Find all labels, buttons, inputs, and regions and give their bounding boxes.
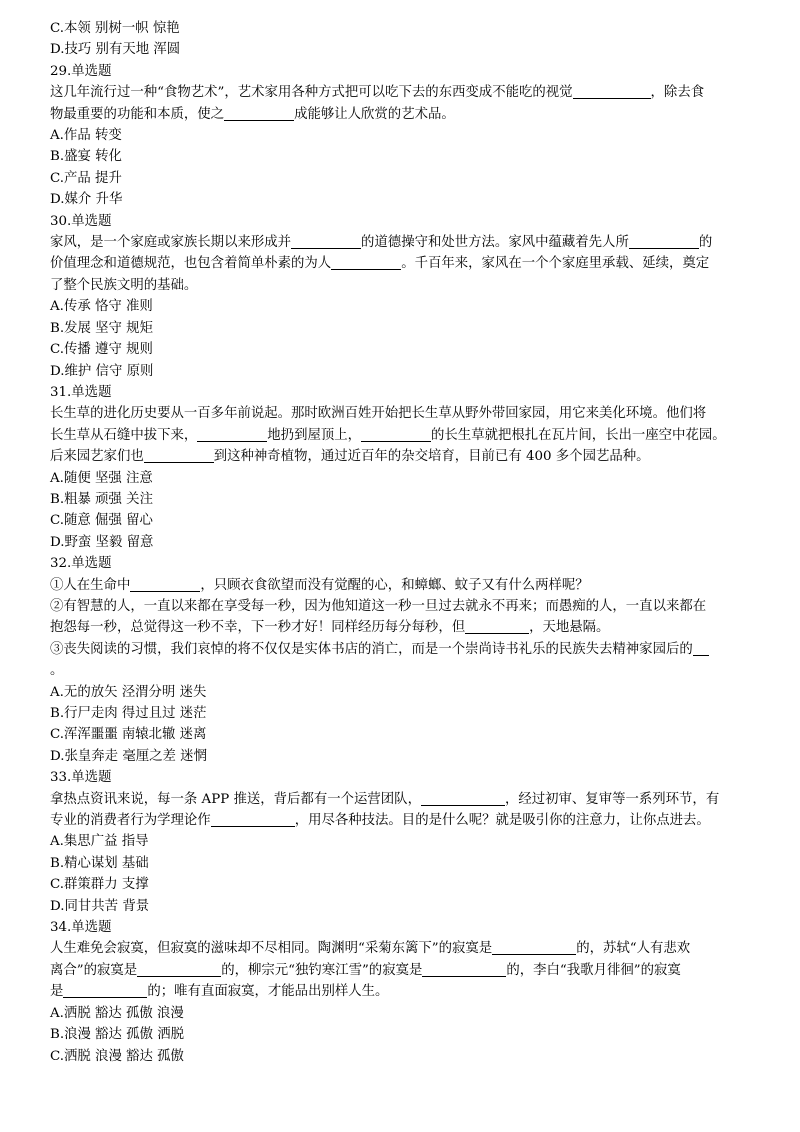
stem-text: 的，柳宗元“独钓寒江雪”的寂寞是: [221, 962, 423, 978]
question-32: [50, 553, 750, 767]
stem-text: ，天地悬隔。: [529, 620, 610, 636]
stem-text: ，只顾衣食欲望而没有觉醒的心，和蟑螂、蚊子又有什么两样呢？: [200, 577, 589, 593]
stem-text: 的道德操守和处世方法。家风中蕴藏着先人所: [361, 235, 629, 251]
option-d[interactable]: D.张皇奔走 毫厘之差 迷惘: [50, 748, 207, 764]
stem-text: 抱怨每一秒，总觉得这一秒不幸，下一秒才好！同样经历每分每秒，但: [50, 620, 466, 636]
stem-text: 成能够让人欣赏的艺术品。: [294, 106, 455, 122]
option-b[interactable]: B.精心谋划 基础: [50, 855, 149, 871]
option-d[interactable]: D.野蛮 坚毅 留意: [50, 534, 154, 550]
fill-blank: [224, 106, 294, 121]
fill-blank: [291, 234, 361, 249]
fill-blank: [331, 255, 401, 270]
option-c[interactable]: C.产品 提升: [50, 170, 122, 186]
stem-text: ，除去食: [650, 85, 705, 101]
question-29: [50, 61, 750, 211]
option-a[interactable]: A.随便 坚强 注意: [50, 470, 153, 486]
stem-text: 。: [50, 663, 64, 679]
fill-blank: [197, 427, 267, 442]
option-d[interactable]: D.媒介 升华: [50, 192, 123, 208]
question-30: [50, 211, 750, 382]
stem-text: 专业的消费者行为学理论作: [50, 813, 211, 829]
stem-text: 价值理念和道德规范，也包含着简单朴素的为人: [50, 256, 332, 272]
option-a[interactable]: A.集思广益 指导: [50, 834, 149, 850]
stem-text: 了整个民族文明的基础。: [50, 277, 198, 293]
question-header: 32.单选题: [50, 556, 112, 572]
stem-text: ②有智慧的人，一直以来都在享受每一秒，因为他知道这一秒一旦过去就永不再来；而愚痴的人，一直以来都在: [50, 598, 707, 614]
stem-text: 后来园艺家们也: [50, 449, 144, 465]
fill-blank: [629, 234, 699, 249]
option-b[interactable]: B.发展 坚守 规矩: [50, 320, 153, 336]
fill-blank: [492, 940, 576, 955]
option-b[interactable]: B.行尸走肉 得过且过 迷茫: [50, 706, 207, 721]
question-31: [50, 382, 750, 553]
question-header: 34.单选题: [50, 920, 112, 936]
question-stem: [50, 403, 750, 467]
option-c[interactable]: C.随意 倔强 留心: [50, 513, 153, 529]
stem-text: ③丧失阅读的习惯，我们哀悼的将不仅仅是实体书店的消亡，而是一个崇尚诗书礼乐的民族失去精神家园后的: [50, 641, 693, 657]
stem-text: 离合”的寂寞是: [50, 962, 138, 978]
question-header: 30.单选题: [50, 213, 112, 229]
question-stem: [50, 938, 750, 1002]
question-34: [50, 917, 750, 1067]
stem-text: 的；唯有直面寂寞，才能品出别样人生。: [147, 984, 389, 1000]
stem-text: 的，苏轼“人有悲欢: [576, 941, 691, 957]
document-page: [50, 18, 750, 1067]
question-header: 31.单选题: [50, 384, 112, 400]
stem-text: 到这种神奇植物，通过近百年的杂交培育，目前已有 400 多个园艺品种。: [213, 449, 650, 465]
question-header: 29.单选题: [50, 63, 112, 79]
stem-text: 。千百年来，家风在一个个家庭里承载、延续，奠定: [401, 256, 710, 272]
question-stem: [50, 82, 750, 125]
stem-text: ，用尽各种技法。目的是什么呢？就是吸引你的注意力，让你点进去。: [294, 813, 710, 829]
fill-blank: [144, 448, 214, 463]
option-b[interactable]: B.盛宴 转化: [50, 149, 122, 165]
stem-text: 物最重要的功能和本质，使之: [50, 106, 225, 122]
question-stem: [50, 232, 750, 296]
option-d[interactable]: D.同甘共苦 背景: [50, 898, 150, 914]
option-d[interactable]: D.技巧 别有天地 浑圆: [50, 42, 181, 58]
option-d[interactable]: D.维护 信守 原则: [50, 363, 154, 379]
option-a[interactable]: A.作品 转变: [50, 128, 122, 144]
question-header: 33.单选题: [50, 770, 112, 786]
option-c[interactable]: C.群策群力 支撑: [50, 877, 149, 893]
fill-blank: [211, 812, 295, 827]
stem-text: ①人在生命中: [50, 577, 131, 593]
stem-text: 人生难免会寂寞，但寂寞的滋味却不尽相同。陶渊明“采菊东篱下”的寂寞是: [50, 941, 493, 957]
option-a[interactable]: A.传承 恪守 准则: [50, 299, 153, 315]
stem-text: 长生草的进化历史要从一百多年前说起。那时欧洲百姓开始把长生草从野外带回家园，用它来美化环境。他们将: [50, 406, 707, 422]
stem-text: 地扔到屋顶上，: [267, 427, 362, 443]
stem-text: 的: [698, 235, 713, 251]
fill-blank: [63, 983, 147, 998]
fill-blank: [422, 962, 506, 977]
fill-blank: [693, 641, 709, 656]
stem-text: 家风，是一个家庭或家族长期以来形成并: [50, 235, 292, 251]
question-stem: [50, 789, 750, 832]
option-b[interactable]: B.浪漫 豁达 孤傲 洒脱: [50, 1027, 184, 1043]
question-stem: [50, 575, 750, 682]
option-c[interactable]: C.洒脱 浪漫 豁达 孤傲: [50, 1048, 184, 1064]
option-a[interactable]: A.无的放矢 泾渭分明 迷失: [50, 684, 207, 700]
option-c[interactable]: C.本领 别树一帜 惊艳: [50, 21, 180, 36]
stem-text: 的，李白“我歌月徘徊”的寂寞: [506, 962, 681, 978]
fill-blank: [130, 577, 200, 592]
stem-text: ，经过初审、复审等一系列环节，有: [504, 791, 720, 807]
previous-question-options: [50, 18, 750, 61]
option-b[interactable]: B.粗暴 顽强 关注: [50, 491, 153, 507]
stem-text: 的长生草就把根扎在瓦片间，长出一座空中花园。: [431, 427, 726, 443]
option-c[interactable]: C.浑浑噩噩 南辕北辙 迷离: [50, 727, 207, 743]
stem-text: 长生草从石缝中拔下来，: [50, 427, 198, 443]
fill-blank: [465, 619, 529, 634]
option-a[interactable]: A.洒脱 豁达 孤傲 浪漫: [50, 1005, 184, 1021]
fill-blank: [361, 427, 431, 442]
stem-text: 这几年流行过一种“食物艺术”，艺术家用各种方式把可以吃下去的东西变成不能吃的视觉: [50, 85, 573, 101]
stem-text: 是: [50, 984, 64, 1000]
fill-blank: [137, 962, 221, 977]
stem-text: 拿热点资讯来说，每一条 APP 推送，背后都有一个运营团队，: [50, 791, 421, 807]
question-33: [50, 767, 750, 917]
option-c[interactable]: C.传播 遵守 规则: [50, 342, 153, 358]
fill-blank: [573, 84, 651, 99]
fill-blank: [421, 791, 505, 806]
